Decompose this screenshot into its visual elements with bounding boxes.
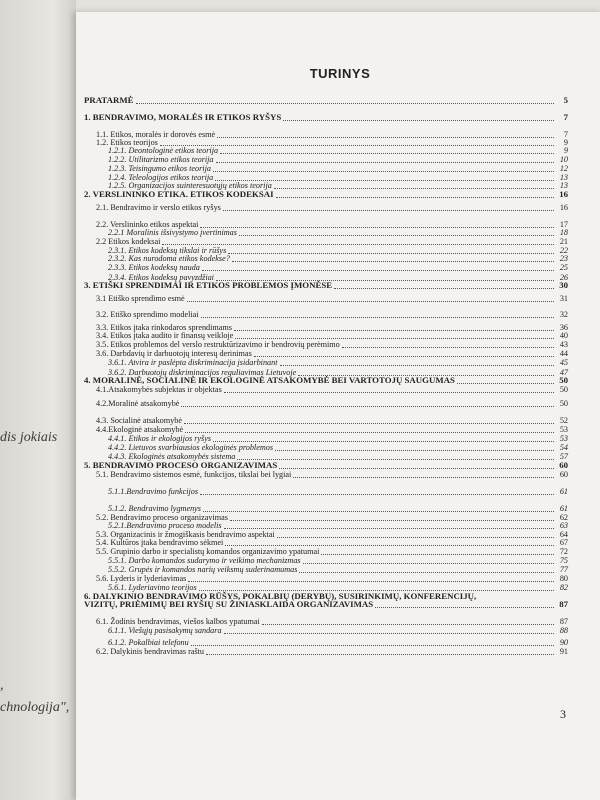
toc-entry-title: 3.1 Etiško sprendimo esmė — [96, 294, 185, 303]
toc-page-number: 91 — [559, 647, 568, 656]
toc-section-entry — [96, 202, 568, 213]
toc-page-number: 7 — [563, 130, 568, 139]
toc-entry-title: 4.4.1. Etikos ir ekologijos ryšys — [108, 434, 212, 443]
toc-entry-title: 2. VERSLININKO ETIKA. ETIKOS KODEKSAI — [84, 189, 274, 199]
toc-chapter-entry — [84, 280, 568, 291]
toc-page-number: 7 — [563, 112, 568, 122]
toc-entry-title: 5.1. Bendravimo sistemos esmė, funkcijos, tikslai bei lygiai — [96, 470, 292, 479]
toc-page-number: 36 — [559, 323, 568, 332]
toc-leader-dots — [202, 270, 554, 271]
toc-page-number: 23 — [559, 254, 568, 263]
toc-chapter-entry — [84, 112, 568, 123]
toc-entry-title: 1. BENDRAVIMO, MORALĖS IR ETIKOS RYŠYS — [84, 112, 282, 122]
toc-leader-dots — [181, 406, 554, 407]
toc-entry-title: VIZITŲ, PRIĖMIMŲ BEI RYŠIŲ SU ŽINIASKLAIDA ORGANIZAVIMAS — [84, 599, 374, 609]
toc-leader-dots — [201, 317, 554, 318]
toc-entry-title: 5.5.1. Darbo komandos sudarymo ir veikimo mechanizmas — [108, 556, 301, 565]
toc-page-number: 40 — [559, 331, 568, 340]
toc-page-number: 82 — [559, 583, 568, 592]
toc-page-number: 25 — [559, 263, 568, 272]
left-page-text: chnologija", — [0, 700, 70, 715]
toc-entry-title: 5.3. Organizacinis ir žmogiškasis bendravimo aspektai — [96, 530, 275, 539]
toc-page-number: 61 — [559, 504, 568, 513]
toc-entry-title: 3.6.1. Atvira ir paslėpta diskriminacija įsidarbinant — [108, 358, 278, 367]
toc-page-number: 9 — [563, 138, 568, 147]
toc-page-number: 17 — [559, 220, 568, 229]
toc-entry-title: 5.5. Grupinio darbo ir specialistų komandos organizavimo ypatumai — [96, 547, 320, 556]
toc-entry-title: 5.6.1. Lyderiavimo teorijos — [108, 583, 197, 592]
toc-page-number: 16 — [559, 203, 568, 212]
toc-page-number: 43 — [559, 340, 568, 349]
toc-page-number: 60 — [559, 460, 568, 470]
toc-page-number: 61 — [559, 487, 568, 496]
toc-leader-dots — [136, 103, 554, 104]
toc-entry-title: 2.2 Etikos kodeksai — [96, 237, 161, 246]
page-number: 3 — [560, 707, 566, 721]
toc-entry-title: 1.2. Etikos teorijos — [96, 138, 158, 147]
toc-page-number: 9 — [563, 146, 568, 155]
toc-page-number: 54 — [559, 443, 568, 452]
toc-leader-dots — [283, 120, 554, 121]
toc-page-number: 21 — [559, 237, 568, 246]
toc-leader-dots — [223, 210, 554, 211]
toc-leader-dots — [206, 654, 554, 655]
toc-entry-title: 3.3. Etikos įtaka rinkodaros sprendimams — [96, 323, 232, 332]
toc-page-number: 57 — [559, 452, 568, 461]
toc-entry-title: 4.3. Socialinė atsakomybė — [96, 416, 182, 425]
toc-page-number: 63 — [559, 521, 568, 530]
toc-page-number: 13 — [559, 181, 568, 190]
toc-leader-dots — [334, 288, 554, 289]
toc-entry-title: 5.6. Lyderis ir lyderiavimas — [96, 574, 187, 583]
toc-entry-title: 5.1.1.Bendravimo funkcijos — [108, 487, 199, 496]
toc-entry-title: 3.2. Etiško sprendimo modeliai — [96, 310, 199, 319]
toc-page-number: 53 — [559, 425, 568, 434]
toc-chapter-entry — [84, 599, 568, 610]
toc-entry-title: 2.2. Verslininko etikos aspektai — [96, 220, 199, 229]
document-page — [76, 12, 600, 800]
toc-section-entry — [96, 398, 568, 409]
toc-page-number: 16 — [559, 189, 568, 199]
toc-entry-title: 3.6. Darbdavių ir darbuotojų interesų derinimas — [96, 349, 252, 358]
toc-page-number: 30 — [559, 280, 568, 290]
toc-entry-title: 3.5. Etikos problemos del verslo restruktūrizavimo ir bendrovių perėmimo — [96, 340, 340, 349]
toc-page-number: 67 — [559, 538, 568, 547]
toc-entry-title: 4.4.2. Lietuvos svarbiausios ekologinės problemos — [108, 443, 274, 452]
toc-entry-title: 3. ETIŠKI SPRENDIMAI IR ETIKOS PROBLEMOS ĮMONĖSE — [84, 280, 333, 290]
toc-entry-title: 6.2. Dalykinis bendravimas raštu — [96, 647, 205, 656]
toc-section-entry — [96, 646, 568, 657]
toc-entry-title: 5.5.2. Grupės ir komandos narių veiksmų suderinamumas — [108, 565, 298, 574]
toc-entry-title: 1.2.1. Deontologinė etikos teorija — [108, 146, 219, 155]
toc-page-number: 50 — [559, 385, 568, 394]
toc-page-number: 87 — [559, 617, 568, 626]
toc-entry-title: 3.4. Etikos įtaka audito ir finansų veikloje — [96, 331, 234, 340]
toc-page-number: 18 — [559, 228, 568, 237]
toc-entry-title: 4. MORALINĖ, SOCIALINĖ IR EKOLOGINĖ ATSAKOMYBĖ BEI VARTOTOJŲ SAUGUMAS — [84, 375, 455, 385]
toc-page-number: 77 — [559, 565, 568, 574]
toc-page-number: 22 — [559, 246, 568, 255]
toc-entry-title: 3.6.2. Darbuotojų diskriminacijos reguliavimas Lietuvoje — [108, 368, 297, 377]
toc-entry-title: 1.2.4. Teleologijos etikos teorija — [108, 173, 214, 182]
toc-page-number: 10 — [559, 155, 568, 164]
toc-page-number: 26 — [559, 273, 568, 282]
toc-entry-title: 2.3.3. Etikos kodeksų nauda — [108, 263, 200, 272]
toc-leader-dots — [200, 494, 554, 495]
toc-page-number: 44 — [559, 349, 568, 358]
toc-page-number: 47 — [559, 368, 568, 377]
toc-page-number: 32 — [559, 310, 568, 319]
toc-page-number: 80 — [559, 574, 568, 583]
toc-entry-title: 5. BENDRAVIMO PROCESO ORGANIZAVIMAS — [84, 460, 278, 470]
toc-entry-title: 2.3.2. Kas nurodoma etikos kodekse? — [108, 254, 230, 263]
toc-leader-dots — [276, 197, 554, 198]
toc-leader-dots — [224, 392, 554, 393]
toc-page-number: 5 — [563, 95, 568, 105]
toc-section-entry — [96, 384, 568, 395]
toc-entry-title: 5.4. Kultūros įtaka bendravimo sėkmei — [96, 538, 224, 547]
toc-section-entry — [96, 469, 568, 480]
toc-section-entry — [96, 309, 568, 320]
toc-entry-title: 1.2.5. Organizacijos suinteresuotųjų etikos teorija — [108, 181, 272, 190]
toc-page-number: 88 — [559, 626, 568, 635]
toc-page-number: 64 — [559, 530, 568, 539]
toc-page-number: 53 — [559, 434, 568, 443]
toc-page-number: 50 — [559, 375, 568, 385]
toc-entry-title: 2.1. Bendravimo ir verslo etikos ryšys — [96, 203, 221, 212]
toc-page-number: 50 — [559, 399, 568, 408]
toc-entry-title: 2.2.1 Moralinis išsivystymo įvertinimas — [108, 228, 237, 237]
toc-entry-title: 1.2.2. Utilitarizmo etikos teorija — [108, 155, 214, 164]
toc-entry-title: 6.1. Žodinis bendravimas, viešos kalbos ypatumai — [96, 617, 260, 626]
toc-leader-dots — [375, 607, 554, 608]
toc-entry-title: 5.1.2. Bendravimo lygmenys — [108, 504, 201, 513]
toc-page-number: 13 — [559, 173, 568, 182]
toc-chapter-entry — [84, 189, 568, 200]
toc-entry-title: 2.3.1. Etikos kodeksų tikslai ir rūšys — [108, 246, 227, 255]
toc-page-number: 87 — [559, 599, 568, 609]
toc-subsection-entry — [108, 486, 568, 497]
toc-entry-title: 6.1.1. Viešųjų pasisakymų sandara — [108, 626, 222, 635]
toc-page-number: 12 — [559, 164, 568, 173]
left-page-text: , — [0, 678, 4, 693]
toc-leader-dots — [280, 365, 554, 366]
toc-entry-title: 5.2. Bendravimo proceso organizavimas — [96, 513, 228, 522]
toc-page-number: 31 — [559, 294, 568, 303]
toc-entry-title: 4.4.3. Ekologinės atsakomybės sistema — [108, 452, 236, 461]
toc-section-entry — [96, 293, 568, 304]
toc-page-number: 75 — [559, 556, 568, 565]
toc-entry-title: 6. DALYKINIO BENDRAVIMO RŪŠYS, POKALBIŲ (DERYBŲ), SUSIRINKIMŲ, KONFERENCIJŲ, — [84, 591, 477, 601]
toc-page-number: 60 — [559, 470, 568, 479]
toc-entry-title: 4.1.Atsakomybės subjektas ir objektas — [96, 385, 222, 394]
toc-page-number: 72 — [559, 547, 568, 556]
toc-entry-title: 4.2.Moralinė atsakomybė — [96, 399, 180, 408]
toc-leader-dots — [187, 301, 554, 302]
toc-entry-title: 4.4.Ekologinė atsakomybė — [96, 425, 184, 434]
toc-leader-dots — [224, 633, 554, 634]
toc-chapter-entry — [84, 95, 568, 106]
left-page-text: dis jokiais — [0, 430, 58, 445]
toc-entry-title: PRATARMĖ — [84, 95, 134, 105]
toc-entry-title: 1.1. Etikos, moralės ir dorovės esmė — [96, 130, 216, 139]
toc-entry-title: 6.1.2. Pokalbiai telefonu — [108, 638, 189, 647]
toc-entry-title: 2.3.4. Etikos kodeksų pavyzdžiai — [108, 273, 214, 282]
toc-page-number: 52 — [559, 416, 568, 425]
toc-page-number: 90 — [559, 638, 568, 647]
toc-entry-title: 1.2.3. Teisingumo etikos teorija — [108, 164, 211, 173]
toc-title: TURINYS — [309, 66, 371, 81]
toc-page-number: 62 — [559, 513, 568, 522]
left-page-edge — [0, 0, 76, 800]
toc-entry-title: 5.2.1.Bendravimo proceso modelis — [108, 521, 222, 530]
toc-subsection-entry — [108, 625, 568, 636]
toc-page-number: 45 — [559, 358, 568, 367]
toc-leader-dots — [293, 477, 554, 478]
